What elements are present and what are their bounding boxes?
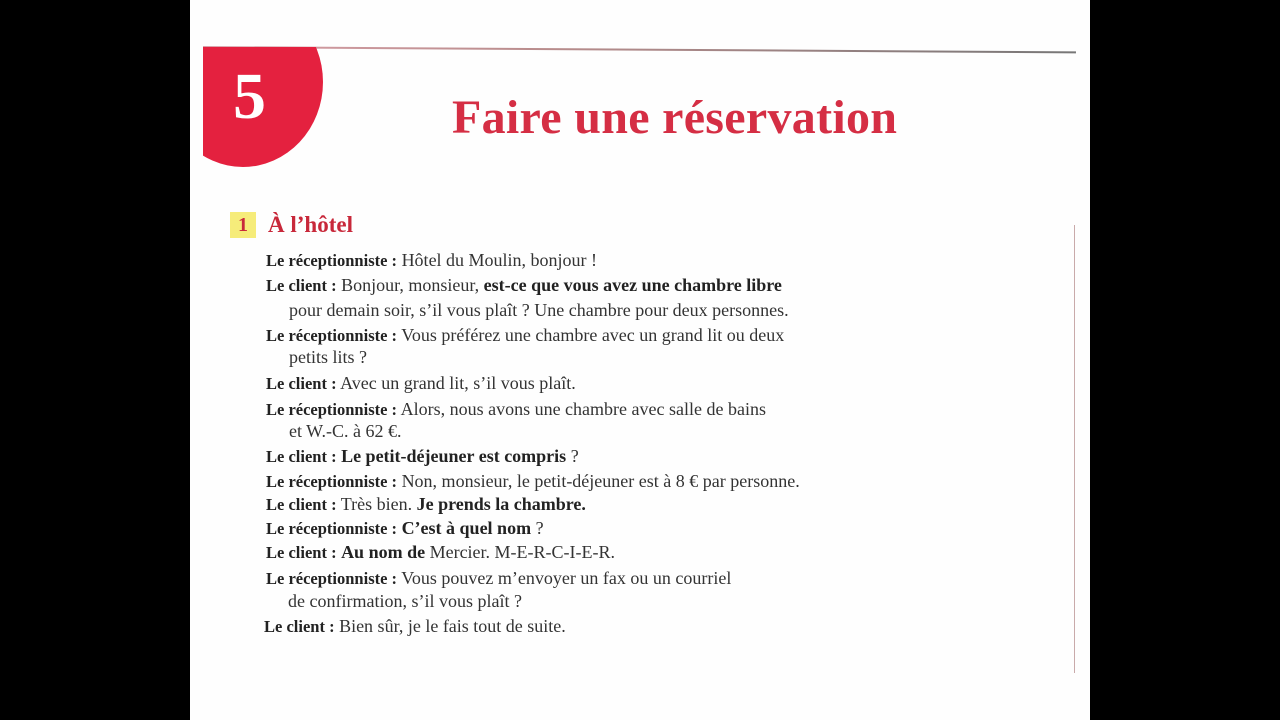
dialogue-line bbox=[266, 540, 615, 565]
speaker-label: Le réceptionniste : bbox=[266, 472, 398, 491]
speaker-label: Le réceptionniste : bbox=[266, 326, 398, 345]
header-rule bbox=[203, 46, 1076, 53]
dialogue-text: Vous préférez une chambre avec un grand lit ou deux bbox=[397, 325, 785, 345]
dialogue-line bbox=[266, 248, 597, 273]
section-number: 1 bbox=[230, 212, 256, 238]
dialogue-text: Très bien. bbox=[336, 494, 417, 514]
speaker-label: Le réceptionniste : bbox=[266, 400, 398, 419]
dialogue-line bbox=[288, 589, 522, 613]
dialogue-line bbox=[289, 419, 402, 443]
dialogue-text: ? bbox=[566, 446, 579, 466]
key-phrase: Je prends la chambre. bbox=[416, 494, 586, 514]
dialogue-text: de confirmation, s’il vous plaît ? bbox=[288, 591, 522, 611]
speaker-label: Le client : bbox=[266, 374, 337, 393]
dialogue-line bbox=[266, 492, 586, 517]
dialogue-line bbox=[266, 516, 544, 541]
dialogue-line bbox=[266, 566, 731, 591]
speaker-label: Le réceptionniste : bbox=[266, 519, 398, 538]
dialogue-text: petits lits ? bbox=[289, 347, 367, 367]
key-phrase: est-ce que vous avez une chambre libre bbox=[483, 275, 782, 295]
dialogue-line bbox=[264, 614, 566, 639]
speaker-label: Le client : bbox=[266, 276, 337, 295]
dialogue-text: Avec un grand lit, s’il vous plaît. bbox=[336, 373, 576, 393]
speaker-label: Le client : bbox=[264, 617, 335, 636]
dialogue-text: Non, monsieur, le petit-déjeuner est à 8 € par personne. bbox=[397, 471, 800, 491]
chapter-number: 5 bbox=[233, 60, 266, 133]
textbook-page bbox=[190, 0, 1090, 720]
dialogue-text: et W.-C. à 62 €. bbox=[289, 421, 402, 441]
dialogue-text: pour demain soir, s’il vous plaît ? Une chambre pour deux personnes. bbox=[289, 300, 789, 320]
dialogue-line bbox=[266, 273, 782, 298]
key-phrase: Au nom de bbox=[341, 542, 426, 562]
dialogue-line bbox=[266, 444, 579, 469]
chapter-title: Faire une réservation bbox=[452, 91, 898, 144]
dialogue-line bbox=[289, 345, 367, 369]
dialogue-text: Vous pouvez m’envoyer un fax ou un courriel bbox=[397, 568, 732, 588]
chapter-number-badge bbox=[203, 47, 323, 168]
dialogue-text: Hôtel du Moulin, bonjour ! bbox=[397, 250, 598, 270]
dialogue-text: Alors, nous avons une chambre avec salle de bains bbox=[397, 399, 766, 419]
dialogue-line bbox=[289, 298, 789, 322]
dialogue-text: Bonjour, monsieur, bbox=[336, 275, 484, 295]
key-phrase: Le petit-déjeuner est compris bbox=[341, 446, 567, 466]
dialogue-text: Mercier. M-E-R-C-I-E-R. bbox=[425, 542, 616, 562]
section-heading bbox=[230, 212, 353, 238]
speaker-label: Le client : bbox=[266, 543, 337, 562]
dialogue-text: ? bbox=[531, 518, 544, 538]
margin-rule bbox=[1074, 225, 1075, 673]
speaker-label: Le réceptionniste : bbox=[266, 251, 398, 270]
dialogue-text: Bien sûr, je le fais tout de suite. bbox=[334, 616, 566, 636]
key-phrase: C’est à quel nom bbox=[401, 518, 532, 538]
section-title: À l’hôtel bbox=[268, 212, 353, 237]
dialogue-line bbox=[266, 371, 576, 396]
speaker-label: Le réceptionniste : bbox=[266, 569, 398, 588]
dialogue-line bbox=[266, 469, 800, 494]
speaker-label: Le client : bbox=[266, 495, 337, 514]
speaker-label: Le client : bbox=[266, 447, 337, 466]
